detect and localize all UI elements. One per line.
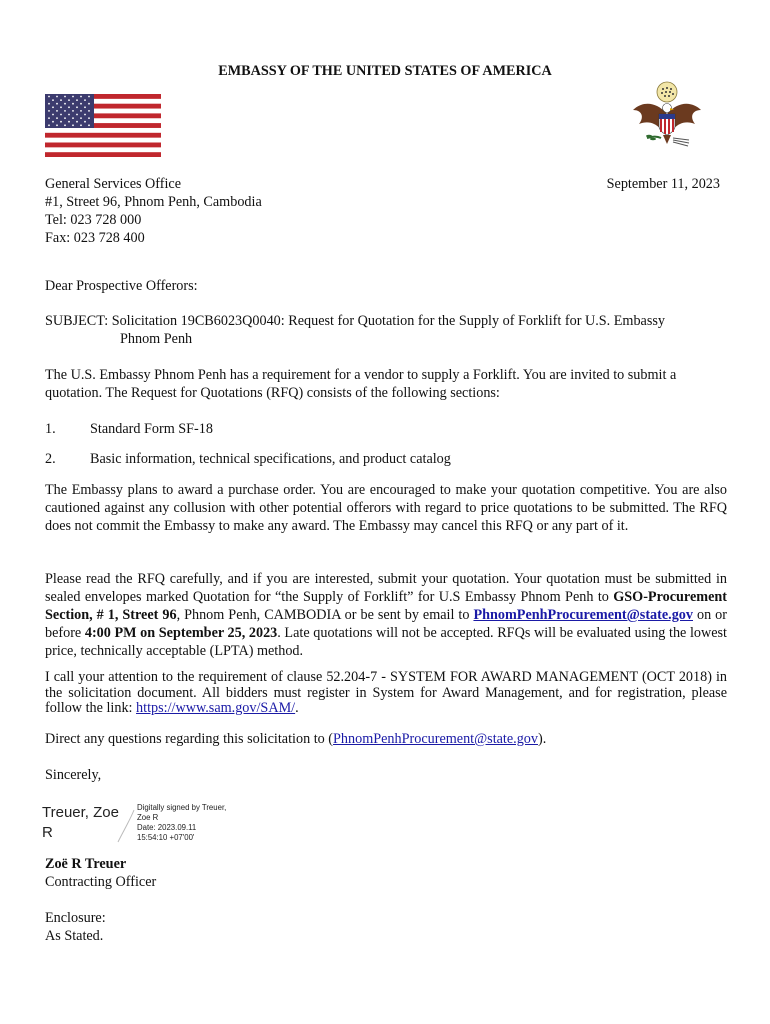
sig-detail-line: Date: 2023.09.11 bbox=[137, 823, 197, 832]
questions-paragraph bbox=[45, 730, 546, 748]
questions-text: Direct any questions regarding this solicitation to ( bbox=[45, 731, 334, 747]
sender-office: General Services Office bbox=[45, 176, 182, 192]
section-text: Standard Form SF-18 bbox=[90, 421, 213, 437]
subject-line-2: Phnom Penh bbox=[120, 331, 193, 347]
questions-end: ). bbox=[538, 731, 547, 747]
section-text: Basic information, technical specifications, and product catalog bbox=[90, 451, 451, 467]
section-number: 1. bbox=[45, 421, 56, 437]
section-number: 2. bbox=[45, 451, 56, 467]
signature-stroke-icon bbox=[112, 808, 140, 846]
digital-signature-details bbox=[137, 803, 257, 843]
submission-location: GSO-Procurement Section, # 1, Street 96 bbox=[45, 589, 727, 623]
salutation: Dear Prospective Offerors: bbox=[45, 278, 198, 294]
subject-line bbox=[45, 312, 735, 348]
great-seal-icon bbox=[627, 80, 707, 160]
closing: Sincerely, bbox=[45, 767, 102, 783]
sam-paragraph bbox=[45, 670, 727, 717]
submission-text-1: Please read the RFQ carefully, and if you are interested, submit your quotation. Your quotation must be submitted in sealed envelopes marked Quotation for “the Supply of Forklift” for U.S Embassy Phnom Penh to bbox=[45, 571, 727, 605]
sig-detail-line: Digitally signed by Treuer, bbox=[137, 803, 227, 812]
intro-paragraph: The U.S. Embassy Phnom Penh has a requirement for a vendor to supply a Forklift. You are invited to submit a quotation. The Request for Quotations (RFQ) consists of the following sections: bbox=[45, 367, 677, 401]
subject-line-1: SUBJECT: Solicitation 19CB6023Q0040: Request for Quotation for the Supply of Forklift for U.S. Embassy bbox=[45, 313, 665, 329]
enclosure-value: As Stated. bbox=[45, 928, 104, 944]
submission-text-4: . Late quotations will not be accepted. RFQs will be evaluated using the lowest price, technically acceptable (LPTA) method. bbox=[45, 625, 727, 659]
letter-date: September 11, 2023 bbox=[606, 176, 720, 192]
sam-link[interactable]: https://www.sam.gov/SAM/ bbox=[136, 700, 296, 716]
sig-detail-line: 15:54:10 +07'00' bbox=[137, 833, 195, 842]
enclosure-label: Enclosure: bbox=[45, 910, 106, 926]
submission-text-3: on or before bbox=[45, 607, 727, 641]
digital-signature-name[interactable]: Treuer, Zoe R bbox=[42, 804, 119, 841]
submission-paragraph bbox=[45, 570, 727, 660]
us-flag-icon bbox=[45, 94, 161, 157]
submission-text-2: , Phnom Penh, CAMBODIA or be sent by email to bbox=[176, 607, 474, 623]
sender-fax: Fax: 023 728 400 bbox=[45, 230, 145, 246]
signer-name: Zoë R Treuer bbox=[45, 856, 127, 872]
questions-email-link[interactable]: PhnomPenhProcurement@state.gov bbox=[333, 731, 538, 747]
sender-street: #1, Street 96, Phnom Penh, Cambodia bbox=[45, 194, 262, 210]
sam-text: I call your attention to the requirement of clause 52.204-7 - SYSTEM FOR AWARD MANAGEMENT (OCT 2018) in the solicitation document. All bidders must register in System for Award Management, and for registration, please follow the link: bbox=[45, 669, 727, 716]
sam-end: . bbox=[295, 700, 299, 716]
sender-address-block bbox=[45, 175, 262, 247]
signer-title: Contracting Officer bbox=[45, 874, 157, 890]
submission-deadline: 4:00 PM on September 25, 2023 bbox=[84, 625, 278, 641]
sig-detail-line: Zoe R bbox=[137, 813, 159, 822]
procurement-email-link[interactable]: PhnomPenhProcurement@state.gov bbox=[473, 607, 693, 623]
embassy-title: EMBASSY OF THE UNITED STATES OF AMERICA bbox=[218, 63, 552, 79]
award-paragraph: The Embassy plans to award a purchase order. You are encouraged to make your quotation competitive. You are also cautioned against any collusion with other potential offerors with regard to price quotations to be submitted. The RFQ does not commit the Embassy to make any award. The Embassy may cancel this RFQ or any part of it. bbox=[45, 482, 727, 534]
sender-tel: Tel: 023 728 000 bbox=[45, 212, 142, 228]
